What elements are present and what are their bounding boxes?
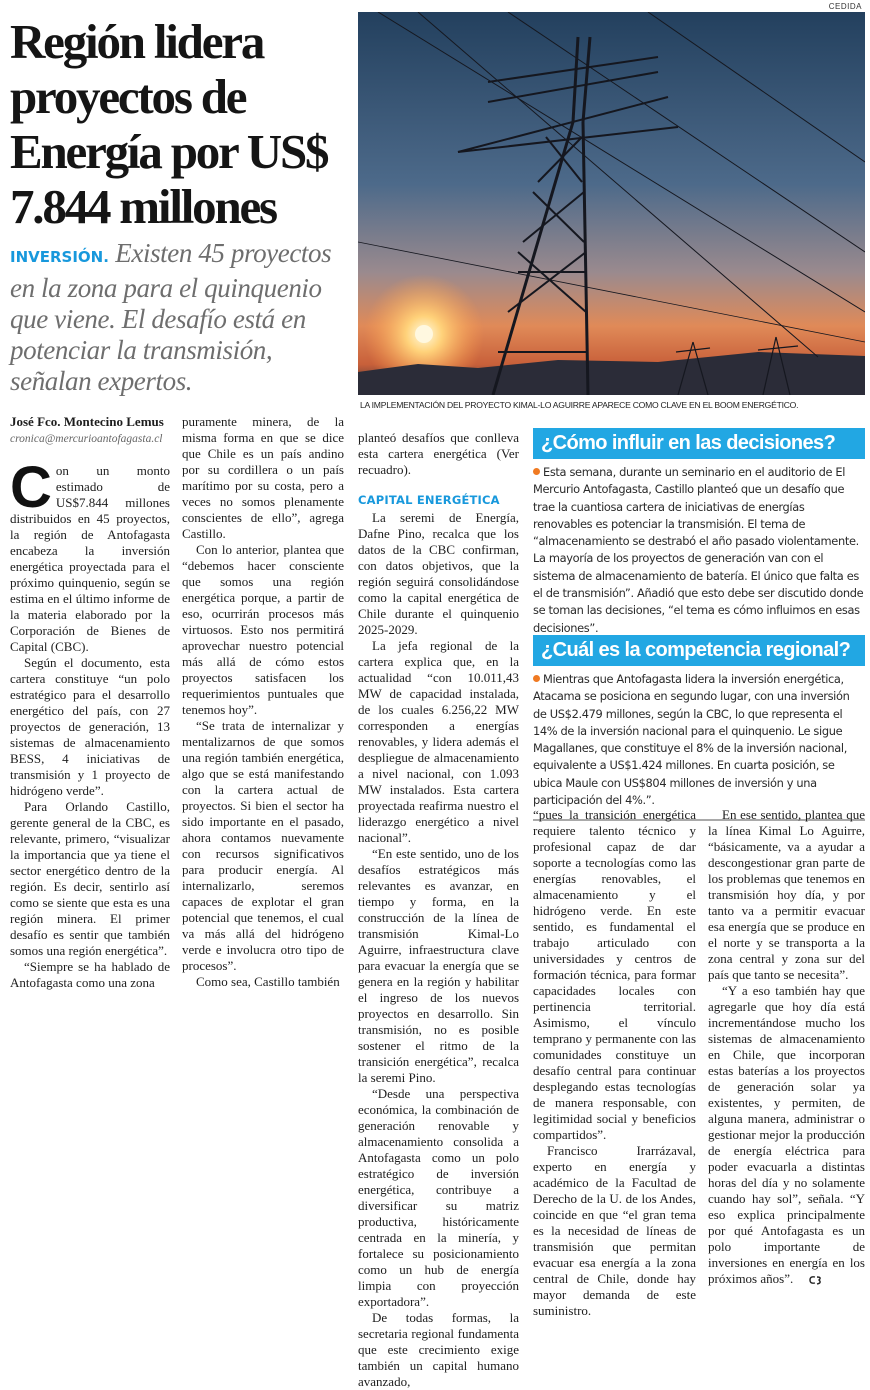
bullet-icon	[533, 468, 540, 475]
paragraph: Con lo anterior, plantea que “debemos hacer consciente que somos una región energética porque, a partir de eso, ocurrirán procesos más virtuosos. Esto nos permitirá aprovechar nuestro potencial más allá de cómo estos proyectos satisfacen los requerimientos puntuales que tenemos hoy”.	[182, 542, 344, 717]
sidebar-box-decisions	[533, 428, 865, 649]
paragraph: Francisco Irarrázaval, experto en energía y académico de la Facultad de Derecho de la U. de los Andes, coincide en que “el gran tema es la necesidad de líneas de transmisión que permitan evacuar esa energía a la zona central de Chile, donde hay mayor demanda de este suministro.	[533, 1143, 696, 1318]
box-body: Esta semana, durante un seminario en el auditorio de El Mercurio Antofagasta, Castillo planteó que un desafío que trae la cuantiosa cartera de iniciativas de energías renovables es potenciar la transmisión. El tema de “almacenamiento se destrabó el año pasado violentamente. La mayoría de los proyectos de generación van con el sistema de almacenamiento de batería. El único que falta es el de transmisión”. Añadió que esto debe ser discutido donde se toman las decisiones, “el tema es cómo influimos en esas decisiones”.	[533, 465, 864, 635]
article-column-1	[10, 455, 170, 991]
photo-power-tower-sunset	[358, 12, 865, 395]
paragraph: puramente minera, de la misma forma en que se dice que Chile es un país andino por su cordillera o un país marítimo por su costa, pero a veces no somos plenamente conscientes de ello”, agrega Castillo.	[182, 414, 344, 541]
author-name: José Fco. Montecino Lemus	[10, 414, 164, 429]
bullet-icon	[533, 675, 540, 682]
article-column-3	[358, 430, 519, 1390]
article-column-2	[182, 414, 344, 990]
deck-text: Existen 45 proyectos en la zona para el quinquenio que viene. El desafío está en potenciar la transmisión, señalan expertos.	[10, 238, 332, 396]
deck	[10, 238, 355, 397]
power-tower-image	[358, 12, 865, 395]
paragraph: Con un monto estimado de US$7.844 millones distribuidos en 45 proyectos, la región de Antofagasta encabeza la inversión energética proyectada para el próximo quinquenio, según se estima en el último informe de la materia elaborado por la Corporación de Bienes de Capital (CBC).	[10, 455, 170, 654]
sidebar-box-competition	[533, 635, 865, 821]
drop-cap: C	[10, 455, 52, 520]
paragraph: “Desde una perspectiva económica, la combinación de generación renovable y almacenamiento consolida a Antofagasta como un polo estratégico de inversión energética, contribuye a diversificar su matriz productiva, históricamente centrada en la minería, y fortalece su posicionamiento como un hub de energía limpia con proyección exportadora”.	[358, 1086, 519, 1309]
paragraph: “Y a eso también hay que agregarle que hoy día está incrementándose mucho los sistemas de almacenamiento en Chile, que incorporan estas baterías a los proyectos de generación solar ya existentes, y permiten, de alguna manera, administrar o gestionar mejor la producción de energía eléctrica para poder evacuarla a distintas horas del día y no solamente cuando hay sol”, señala. “Y eso explica principalmente por qué Antofagasta es un polo importante de inversiones en energía en los próximos años”.	[708, 983, 865, 1289]
paragraph: Según el documento, esta cartera constituye “un polo estratégico para el desarrollo energético del país, con 27 proyectos de generación, 13 sistemas de almacenamiento BESS, 4 iniciativas de transmisión y 1 proyecto de hidrógeno verde”.	[10, 655, 170, 798]
article-column-5	[708, 807, 865, 1289]
article-column-4	[533, 807, 696, 1319]
photo-caption: LA IMPLEMENTACIÓN DEL PROYECTO KIMAL-LO AGUIRRE APARECE COMO CLAVE EN EL BOOM ENERGÉTICO.	[360, 400, 799, 410]
paragraph: Como sea, Castillo también	[196, 974, 340, 989]
paragraph: Para Orlando Castillo, gerente general de la CBC, es relevante, primero, “visualizar la importancia que ya tiene el sector energético dentro de la región. Es decir, sentirlo así como se siente que esta es una región minera. El primer desafío es sentir que también somos una región energética”.	[10, 799, 170, 958]
paragraph: planteó desafíos que conlleva esta cartera energética (Ver recuadro).	[358, 430, 519, 477]
end-mark-icon	[795, 1273, 823, 1289]
subheading: CAPITAL ENERGÉTICA	[358, 493, 500, 507]
byline	[10, 414, 175, 445]
paragraph: En ese sentido, plantea que la línea Kimal Lo Aguirre, “básicamente, va a ayudar a descongestionar gran parte de los problemas que tenemos en transmisión hoy día, y por tanto va a permitir evacuar esa energía que se produce en el norte y se transporta a la zona central y zona sur del país que tanto se necesita”.	[708, 807, 865, 982]
paragraph: La seremi de Energía, Dafne Pino, recalca que los datos de la CBC confirman, con datos objetivos, que la región seguirá consolidándose como la capital energética de Chile durante el quinquenio 2025-2029.	[358, 510, 519, 637]
paragraph: De todas formas, la secretaria regional fundamenta que este crecimiento exige también un capital humano avanzado,	[358, 1310, 519, 1389]
box-title: ¿Cómo influir en las decisiones?	[533, 428, 865, 459]
paragraph: “En este sentido, uno de los desafíos estratégicos más relevantes es avanzar, en tiempo y forma, en la construcción de la línea de transmisión Kimal-Lo Aguirre, infraestructura clave para evacuar la energía que se genera en la región y habilitar el ingreso de los nuevos proyectos en desarrollo. Sin transmisión, no es posible sostener el ritmo de la transición energética”, recalca la seremi Pino.	[358, 846, 519, 1085]
box-body: Mientras que Antofagasta lidera la inversión energética, Atacama se posiciona en segundo lugar, con una inversión de US$2.479 millones, según la CBC, lo que representa el 14% de la inversión nacional para el quinquenio. Le sigue Magallanes, que constituye el 8% de la inversión nacional, equivalente a US$1.424 millones. En cuarta posición, se ubica Maule con US$804 millones de inversión y una participación del 4%.”.	[533, 672, 850, 808]
paragraph: “pues la transición energética requiere talento técnico y profesional capaz de dar soporte a tecnologías como las energías renovables, el almacenamiento y el hidrógeno verde. En este sentido, es fundamental el trabajo articulado con universidades y centros de formación técnica, para formar capacidades locales con pertinencia territorial. Asimismo, el vínculo temprano y permanente con las comunidades constituye un desafío central para continuar desplegando estas tecnologías de manera responsable, con legitimidad social y beneficios compartidos”.	[533, 807, 696, 1142]
headline: Región lidera proyectos de Energía por US$ 7.844 millones	[10, 14, 328, 234]
paragraph: La jefa regional de la cartera explica que, en la actualidad “con 10.011,43 MW de capacidad instalada, de los cuales 6.256,22 MW corresponden a energías renovables, y lidera además el despliegue de almacenamiento a nivel nacional, con 1.093 MW instalados. Esta cartera proyectada reafirma nuestro el liderazgo energético a nivel nacional”.	[358, 638, 519, 845]
box-title: ¿Cuál es la competencia regional?	[533, 635, 865, 666]
kicker: INVERSIÓN.	[10, 248, 109, 266]
author-email[interactable]: cronica@mercurioantofagasta.cl	[10, 433, 163, 445]
photo-credit: CEDIDA	[828, 2, 862, 11]
paragraph: “Se trata de internalizar y mentalizarnos de que somos una región también energética, algo que se está manifestando con la cartera actual de proyectos. Si bien el sector ha sido importante en el pasado, ahora contamos nuevamente con recursos significativos para producir energía. Al internalizarlo, seremos capaces de explotar el gran potencial que tenemos, el cual va más allá del hidrógeno verde e involucra otro tipo de procesos”.	[182, 718, 344, 973]
paragraph: “Siempre se ha hablado de Antofagasta como una zona	[10, 959, 170, 990]
